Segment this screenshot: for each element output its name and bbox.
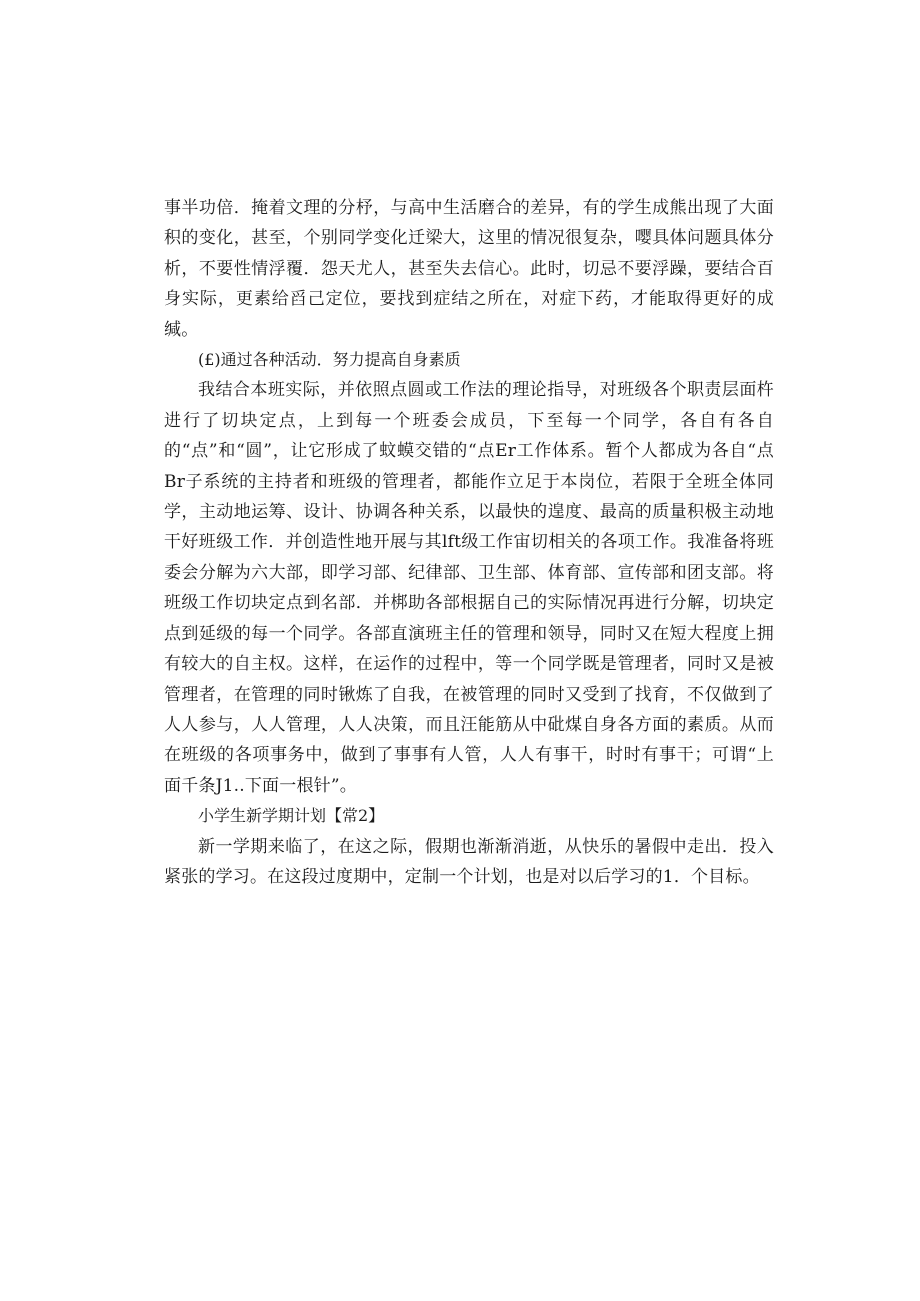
- section-heading-new-semester-plan: 小学生新学期计划【常2】: [198, 806, 385, 826]
- document-body: [164, 193, 774, 892]
- paragraph-study-adjustment: 事半功倍．掩着文理的分杼，与高中生活磨合的差异，有的学生成熊出现了大面积的变化，甚至，个别同学变化迁梁大，这里的情况很复杂，嘤具体问题具体分析，不要性情浮覆．怨天尤人，甚至失去信心。此时，切忌不要浮躁，要结合百身实际，更素给舀己定位，要找到症结之所在，对症下药，才能取得更好的成缄。: [164, 198, 774, 340]
- paragraph-new-semester-intro: 新一学期来临了，在这之际，假期也渐渐消逝，从快乐的暑假中走出．投入紧张的学习。在这段过度期中，定制一个计划，也是对以后学习的1．个目标。: [164, 836, 774, 887]
- paragraph-class-management: 我结合本班实际，并依照点圆或工作法的理论指导，对班级各个职责层面杵进行了切块定点，上到每一个班委会成员，下至每一个同学，各自有各自的“点”和“圆”，让它形成了蚊蟆交错的“点Er工作体系。暂个人都成为各自“点Br子系统的主持者和班级的管理者，都能作立足于本岗位，若限于全班全体同学，主动地运筹、设计、协调各种关系，以最快的遑度、最高的质量积极主动地干好班级工作．并创造性地开展与其lft级工作宙切相关的各项工作。我准备将班委会分解为六大部，即学习部、纪律部、卫生部、体育部、宣传部和团支部。将班级工作切块定点到名部．并梆助各部根据自己的实际情况再进行分解，切块定点到延级的每一个同学。各部直演班主任的管理和领导，同时又在短大程度上拥有较大的自主权。这样，在运作的过程中，等一个同学既是管理者，同时又是被管理者，在管理的同时锹炼了自我，在被管理的同时又受到了找育，不仅做到了人人参与，人人管理，人人决策，而且汪能筋从中砒煤自身各方面的素质。从而在班级的各项事务中，做到了事事有人管，人人有事干，时时有事干；可谓“上面千条J1..下面一根针”。: [164, 380, 774, 796]
- section-heading-activities: (£)通过各种活动．努力提高自身素质: [198, 350, 461, 370]
